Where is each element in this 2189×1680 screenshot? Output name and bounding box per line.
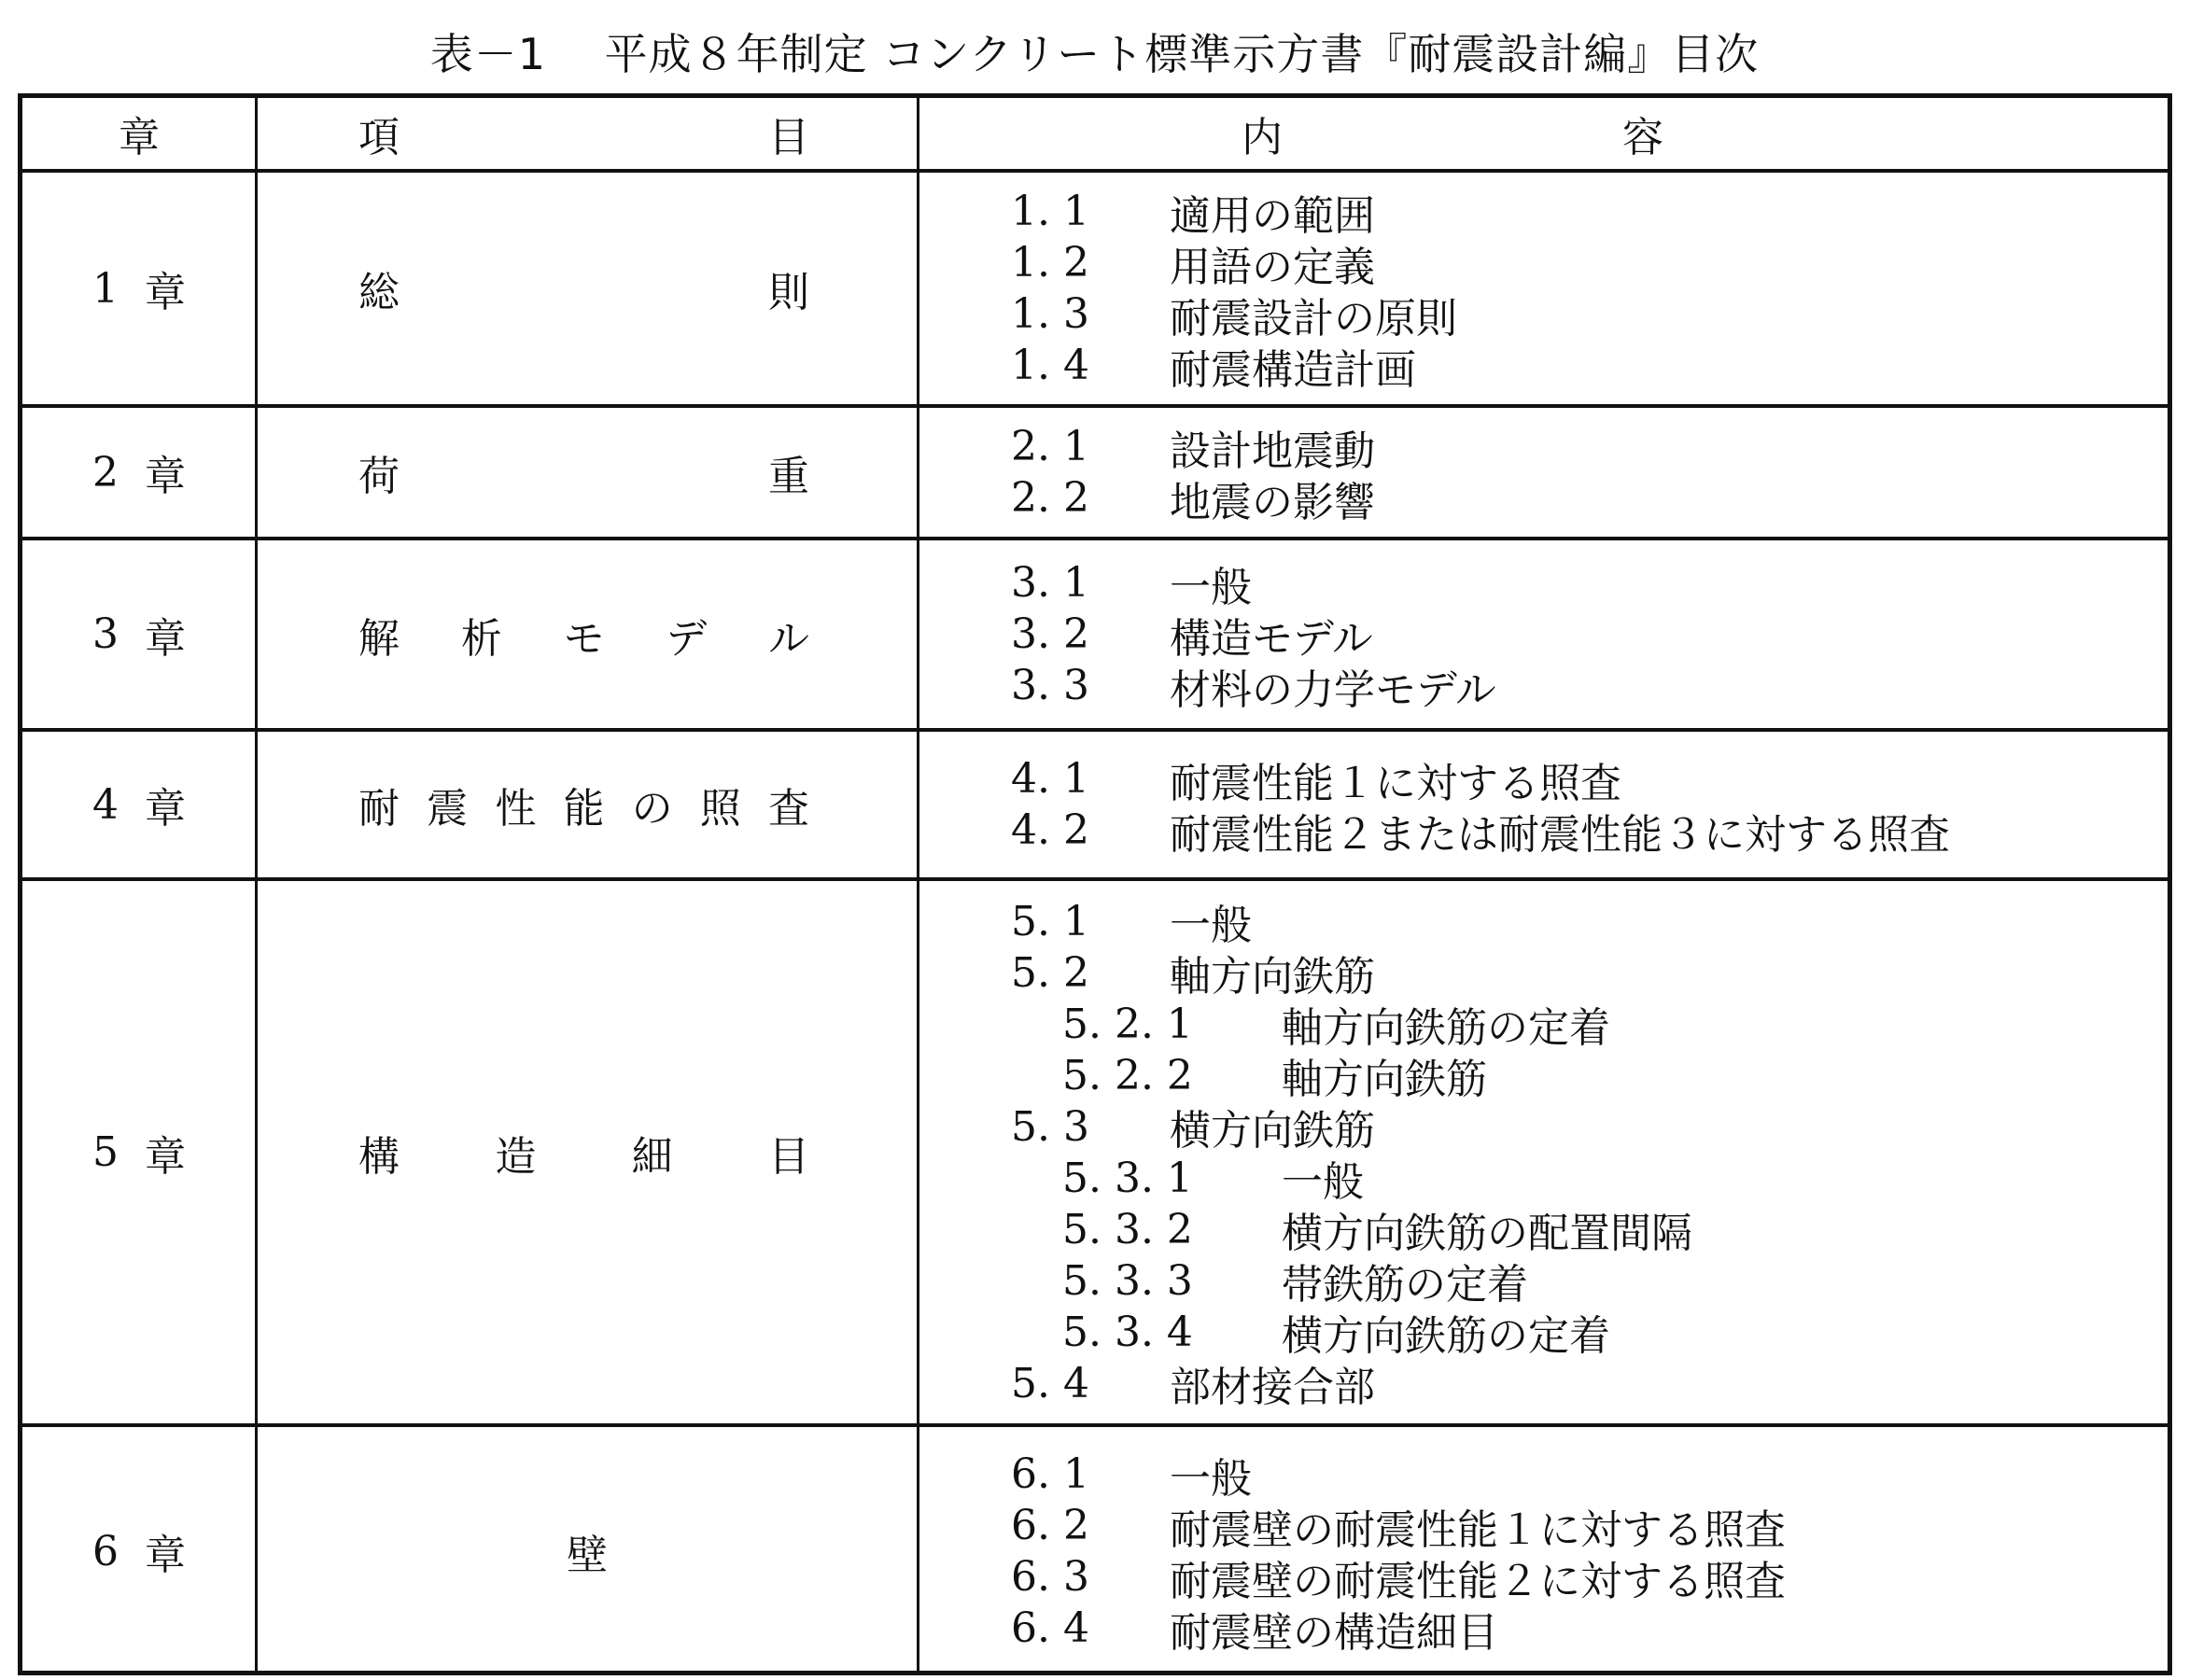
section-title: 耐震壁の耐震性能１に対する照査	[1170, 1505, 1786, 1554]
section-number: 2. 1	[1011, 423, 1089, 470]
table-title: 表－1 平成８年制定 コンクリート標準示方書『耐震設計編』目次	[429, 29, 1760, 79]
chapter-number: 5	[92, 1128, 119, 1176]
item-char: 能	[563, 785, 605, 833]
header-item-char: 目	[768, 114, 809, 161]
section-title: 軸方向鉄筋	[1282, 1056, 1487, 1103]
section-title: 地震の影響	[1170, 478, 1375, 526]
content-cell	[919, 540, 2172, 728]
item-char: 壁	[567, 1532, 608, 1579]
toc-entry	[1011, 1603, 1498, 1657]
toc-entry	[1011, 1050, 1487, 1101]
toc-entry	[1011, 1153, 1364, 1204]
item-char: モ	[563, 614, 605, 663]
section-title: 耐震性能１に対する照査	[1170, 759, 1621, 807]
chapter-number: 4	[92, 780, 119, 829]
header-chapter	[22, 98, 256, 169]
chapter-label: 章	[145, 1532, 186, 1579]
item-cell	[258, 173, 917, 404]
item-char: の	[631, 785, 673, 833]
section-number: 5. 3. 4	[1062, 1308, 1193, 1356]
toc-entry	[1011, 1204, 1692, 1255]
section-title: 材料の力学モデル	[1170, 665, 1496, 714]
chapter-label: 章	[145, 785, 186, 833]
section-number: 3. 2	[1011, 610, 1089, 658]
section-number: 1. 2	[1011, 239, 1089, 287]
chapter-label: 章	[145, 453, 186, 500]
section-title: 耐震壁の耐震性能２に対する照査	[1170, 1557, 1786, 1605]
section-number: 3. 3	[1011, 662, 1089, 709]
toc-entry	[1011, 805, 1950, 859]
section-title: 軸方向鉄筋の定着	[1282, 1004, 1610, 1052]
chapter-number: 2	[92, 448, 119, 497]
chapter-label: 章	[145, 1132, 186, 1181]
toc-entry	[1011, 999, 1610, 1050]
chapter-cell	[22, 732, 256, 877]
chapter-cell	[22, 173, 256, 404]
section-number: 5. 2. 2	[1062, 1051, 1193, 1099]
toc-entry	[1011, 237, 1375, 291]
section-title: 耐震壁の構造細目	[1170, 1608, 1498, 1657]
header-content	[919, 98, 2172, 169]
section-title: 横方向鉄筋の配置間隔	[1282, 1210, 1692, 1257]
section-number: 6. 2	[1011, 1502, 1089, 1549]
section-number: 4. 1	[1011, 755, 1089, 803]
section-title: 耐震設計の原則	[1170, 294, 1457, 343]
toc-entry	[1011, 896, 1252, 947]
header-chapter-label: 章	[119, 114, 160, 161]
section-title: 軸方向鉄筋	[1170, 953, 1375, 1001]
item-char: 構	[358, 1132, 400, 1181]
item-char: 照	[699, 785, 741, 833]
section-number: 1. 4	[1011, 342, 1089, 389]
item-char: 総	[358, 269, 400, 316]
chapter-label: 章	[145, 614, 186, 663]
section-number: 5. 1	[1011, 897, 1089, 945]
toc-entry	[1011, 421, 1375, 475]
item-char: 荷	[358, 453, 400, 500]
section-number: 5. 3. 3	[1062, 1256, 1193, 1305]
item-char: 解	[358, 614, 400, 663]
section-number: 2. 2	[1011, 474, 1089, 522]
chapter-cell	[22, 540, 256, 728]
section-title: 一般	[1170, 1454, 1252, 1503]
item-char: 目	[767, 1132, 809, 1181]
item-char: 細	[631, 1132, 673, 1181]
content-cell	[919, 173, 2172, 404]
section-number: 5. 4	[1011, 1359, 1089, 1407]
section-title: 一般	[1170, 563, 1252, 611]
toc-entry	[1011, 472, 1375, 524]
section-number: 6. 4	[1011, 1604, 1089, 1652]
toc-entry	[1011, 609, 1373, 663]
section-number: 6. 3	[1011, 1553, 1089, 1601]
item-cell	[258, 408, 917, 537]
item-cell	[258, 1427, 917, 1675]
section-title: 構造モデル	[1170, 614, 1373, 663]
section-number: 1. 1	[1011, 188, 1089, 235]
item-cell	[258, 732, 917, 877]
section-number: 4. 2	[1011, 806, 1089, 854]
section-title: 帯鉄筋の定着	[1282, 1261, 1528, 1309]
toc-entry	[1011, 1307, 1610, 1358]
toc-entry	[1011, 1358, 1375, 1409]
chapter-number: 3	[92, 610, 119, 658]
section-number: 5. 3. 2	[1062, 1205, 1193, 1253]
section-number: 5. 2	[1011, 948, 1089, 997]
chapter-label: 章	[145, 269, 186, 316]
toc-entry	[1011, 186, 1375, 240]
toc-entry	[1011, 1101, 1375, 1153]
item-cell	[258, 881, 917, 1423]
header-item-char: 項	[358, 114, 400, 161]
item-char: 重	[768, 453, 809, 500]
chapter-number: 6	[92, 1527, 119, 1575]
header-content-char: 容	[1622, 114, 1663, 161]
section-title: 耐震構造計画	[1170, 345, 1416, 394]
toc-entry	[1011, 947, 1375, 999]
section-title: 部材接合部	[1170, 1364, 1375, 1411]
item-cell	[258, 540, 917, 728]
toc-entry	[1011, 753, 1621, 805]
chapter-number: 1	[92, 264, 119, 313]
content-cell	[919, 881, 2172, 1423]
toc-entry	[1011, 340, 1416, 394]
item-char: 造	[495, 1132, 537, 1181]
section-number: 1. 3	[1011, 290, 1089, 338]
section-title: 横方向鉄筋の定着	[1282, 1312, 1610, 1360]
section-title: 横方向鉄筋	[1170, 1107, 1375, 1155]
toc-entry	[1011, 1449, 1252, 1503]
item-char: 則	[768, 269, 809, 316]
section-title: 一般	[1170, 902, 1252, 949]
header-content-char: 内	[1242, 114, 1283, 161]
section-title: 設計地震動	[1170, 427, 1375, 475]
section-number: 3. 1	[1011, 559, 1089, 607]
content-cell	[919, 732, 2172, 877]
section-number: 5. 3	[1011, 1102, 1089, 1151]
toc-entry	[1011, 1255, 1528, 1307]
content-cell	[919, 1427, 2172, 1675]
header-item	[258, 98, 917, 169]
toc-entry	[1011, 288, 1457, 343]
section-title: 用語の定義	[1170, 243, 1375, 291]
toc-table	[18, 93, 2172, 1675]
section-number: 5. 3. 1	[1062, 1154, 1193, 1202]
chapter-cell	[22, 1427, 256, 1675]
section-number: 5. 2. 1	[1062, 1000, 1193, 1048]
content-cell	[919, 408, 2172, 537]
item-char: 析	[460, 614, 502, 663]
item-char: 震	[427, 785, 469, 833]
toc-entry	[1011, 1500, 1786, 1554]
item-char: 耐	[358, 785, 400, 833]
toc-entry	[1011, 660, 1496, 714]
item-char: 性	[495, 785, 537, 833]
item-char: 査	[767, 785, 809, 833]
item-char: デ	[666, 614, 708, 663]
section-title: 耐震性能２または耐震性能３に対する照査	[1170, 810, 1950, 859]
section-title: 適用の範囲	[1170, 191, 1375, 240]
toc-entry	[1011, 1551, 1786, 1603]
item-char: ル	[768, 614, 809, 663]
chapter-cell	[22, 881, 256, 1423]
section-number: 6. 1	[1011, 1450, 1089, 1498]
chapter-cell	[22, 408, 256, 537]
section-title: 一般	[1282, 1158, 1364, 1206]
toc-entry	[1011, 557, 1252, 609]
